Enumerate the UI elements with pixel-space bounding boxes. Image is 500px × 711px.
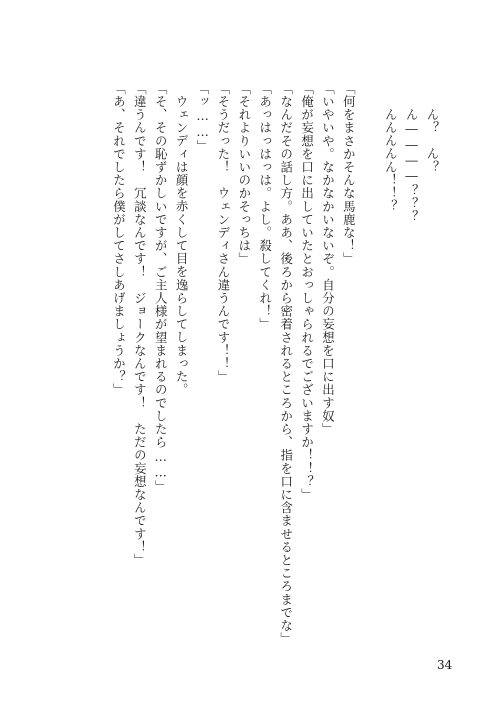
vertical-text-block: [108, 82, 443, 646]
text-line: 「なんだその話し方。ああ、後ろから密着されるところから、指を口に含ませるところまでな」: [278, 82, 294, 646]
blank-line: [358, 82, 379, 602]
text-line: 「そ、その恥ずかしいですが、ご主人様が望まれるのでしたら……」: [153, 82, 169, 494]
page-number: 34: [437, 658, 453, 672]
text-line: 「俺が妄想を口に出していたとおっしゃられるでございますか！！？」: [299, 82, 315, 502]
text-line: 「あ、それでしたら僕がしてさしあげましょうか？」: [111, 82, 127, 397]
text-line: 「それよりいいのかそっちは」: [236, 82, 252, 266]
text-line: ん？ ん？: [425, 108, 440, 174]
text-line: んんんんん！！？: [383, 108, 399, 213]
text-line: 「そうだった！ ウェンディさん違うんです！！」: [215, 82, 231, 384]
text-line: 「ッ……」: [195, 82, 211, 153]
text-line: 「何をまさかそんな馬鹿な！」: [341, 82, 357, 266]
text-line: 「あっはっはっは。よし。殺してくれ！」: [257, 82, 273, 331]
text-line: ん――――？？？: [404, 108, 420, 224]
text-line: 「いやいや。なかなかいないぞ。自分の妄想を口に出す奴」: [320, 82, 336, 436]
text-line: 「違うんです！ 冗談なんです！ ジョークなんです！ ただの妄想なんです！」: [132, 82, 148, 567]
text-line: ウェンディは顔を赤くして目を逸らしてしまった。: [174, 95, 190, 397]
